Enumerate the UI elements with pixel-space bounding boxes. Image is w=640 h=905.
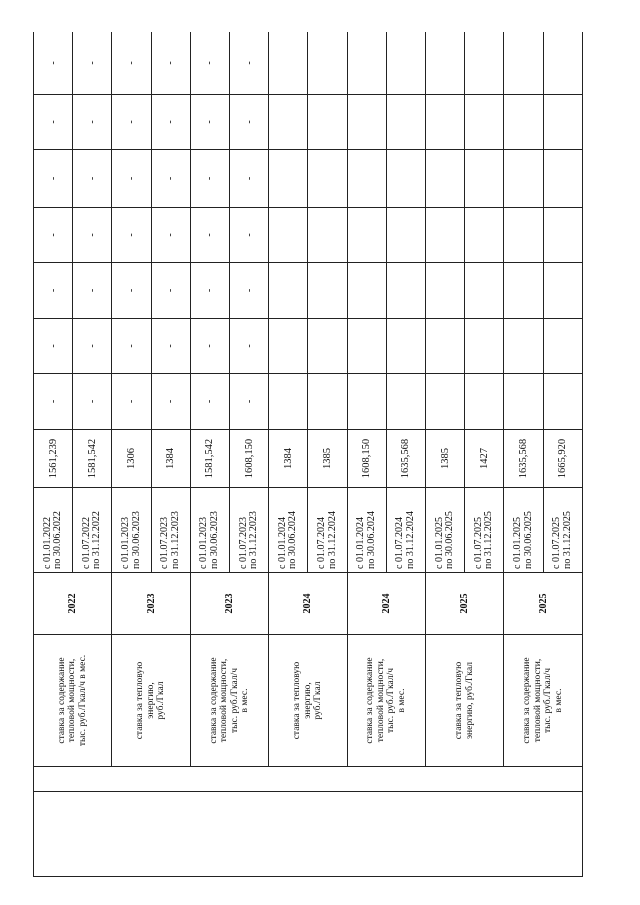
period-line: по 31.12.2023: [169, 511, 181, 569]
dash-cell: -: [151, 263, 190, 319]
table-row: [34, 32, 73, 877]
dash-cell: -: [112, 32, 151, 95]
dash-cell: -: [190, 32, 229, 95]
period-line: с 01.07.2024: [316, 517, 328, 569]
dash-cell: -: [34, 374, 73, 430]
dash-cell: -: [73, 319, 112, 374]
rate-value-cell: 1561,239: [34, 430, 73, 488]
dash-cell: [504, 32, 543, 95]
rate-name-cell: [347, 635, 425, 767]
dash-cell: -: [151, 95, 190, 150]
year-cell: 2024: [347, 573, 425, 635]
rate-name-line: ставка за содержание: [365, 657, 376, 744]
rate-name-line: ставка за содержание: [56, 657, 67, 744]
dash-cell: [347, 32, 386, 95]
dash-cell: -: [112, 374, 151, 430]
dash-cell: [465, 150, 504, 208]
rate-value-cell: 1384: [269, 430, 308, 488]
period-line: по 30.06.2024: [287, 511, 299, 569]
rate-name-line: ставка за содержание: [522, 657, 533, 744]
dash-cell: -: [34, 319, 73, 374]
rate-name-cell: [426, 635, 504, 767]
year-cell: 2023: [190, 573, 268, 635]
dash-cell: [426, 95, 465, 150]
dash-cell: -: [230, 208, 269, 263]
dash-cell: -: [73, 263, 112, 319]
dash-cell: [465, 208, 504, 263]
dash-cell: [269, 150, 308, 208]
dash-cell: -: [190, 150, 229, 208]
dash-cell: [426, 32, 465, 95]
rate-value-cell: 1385: [426, 430, 465, 488]
dash-cell: -: [34, 95, 73, 150]
tariff-table-wrapper: [33, 32, 583, 877]
period-cell: [73, 488, 112, 573]
period-cell: [347, 488, 386, 573]
period-cell: [504, 488, 543, 573]
dash-cell: [543, 208, 582, 263]
dash-cell: -: [190, 374, 229, 430]
dash-cell: [426, 208, 465, 263]
rate-name-line: энергию,: [302, 682, 313, 719]
rate-value-cell: 1635,568: [504, 430, 543, 488]
rate-name-line: тепловой мощности,: [67, 658, 78, 743]
dash-cell: [386, 208, 425, 263]
rate-name-line: тепловой мощности,: [375, 658, 386, 743]
period-cell: [112, 488, 151, 573]
rate-value-cell: 1581,542: [190, 430, 229, 488]
dash-cell: [426, 150, 465, 208]
dash-cell: -: [73, 150, 112, 208]
rate-name-line: энергию,: [145, 682, 156, 719]
period-cell: [386, 488, 425, 573]
period-cell: [34, 488, 73, 573]
period-cell: [543, 488, 582, 573]
dash-cell: [386, 263, 425, 319]
rate-name-line: ставка за содержание: [208, 657, 219, 744]
dash-cell: [504, 95, 543, 150]
rate-value-cell: 1384: [151, 430, 190, 488]
period-line: по 30.06.2024: [365, 511, 377, 569]
dash-cell: -: [230, 263, 269, 319]
tariff-table-body: [34, 32, 583, 877]
dash-cell: [347, 150, 386, 208]
rate-name-line: в мес.: [240, 688, 251, 713]
period-line: с 01.01.2025: [433, 517, 445, 569]
empty-column-1: [34, 792, 583, 877]
dash-cell: [308, 208, 347, 263]
dash-cell: [386, 150, 425, 208]
dash-cell: -: [34, 263, 73, 319]
period-line: с 01.07.2025: [551, 517, 563, 569]
period-line: с 01.01.2022: [41, 517, 53, 569]
dash-cell: [543, 150, 582, 208]
table-row: [269, 32, 308, 877]
period-cell: [151, 488, 190, 573]
dash-cell: -: [34, 32, 73, 95]
rate-value-cell: 1608,150: [347, 430, 386, 488]
dash-cell: [269, 263, 308, 319]
dash-cell: -: [151, 374, 190, 430]
rotated-sheet: [33, 32, 583, 877]
rate-name-line: руб./Гкал: [313, 681, 324, 720]
period-cell: [269, 488, 308, 573]
dash-cell: [465, 319, 504, 374]
period-line: с 01.01.2024: [276, 517, 288, 569]
table-row: [347, 32, 386, 877]
period-line: с 01.07.2022: [80, 517, 92, 569]
rate-name-line: тепловой мощности,: [532, 658, 543, 743]
dash-cell: [504, 150, 543, 208]
period-line: с 01.07.2023: [237, 517, 249, 569]
dash-cell: [308, 374, 347, 430]
dash-cell: [386, 32, 425, 95]
dash-cell: -: [190, 208, 229, 263]
period-line: по 31.12.2022: [91, 511, 103, 569]
period-cell: [465, 488, 504, 573]
rate-name-cell: [34, 635, 112, 767]
period-line: по 31.12.2023: [248, 511, 260, 569]
dash-cell: -: [190, 263, 229, 319]
rate-name-line: ставка за тепловую: [454, 661, 465, 740]
year-cell: 2025: [426, 573, 504, 635]
dash-cell: [426, 374, 465, 430]
period-line: по 30.06.2023: [208, 511, 220, 569]
dash-cell: [504, 263, 543, 319]
dash-cell: [465, 374, 504, 430]
dash-cell: -: [151, 32, 190, 95]
dash-cell: -: [190, 319, 229, 374]
dash-cell: -: [73, 95, 112, 150]
dash-cell: [543, 319, 582, 374]
rate-value-cell: 1581,542: [73, 430, 112, 488]
dash-cell: [504, 374, 543, 430]
period-line: с 01.07.2025: [472, 517, 484, 569]
period-line: по 31.12.2024: [326, 511, 338, 569]
dash-cell: -: [112, 319, 151, 374]
dash-cell: [465, 263, 504, 319]
rate-value-cell: 1665,920: [543, 430, 582, 488]
rate-name-line: тыс. руб./Гкал/ч: [543, 667, 554, 734]
period-line: по 30.06.2022: [52, 511, 64, 569]
dash-cell: -: [230, 150, 269, 208]
rate-name-line: в мес.: [396, 688, 407, 713]
dash-cell: -: [73, 32, 112, 95]
dash-cell: -: [151, 319, 190, 374]
dash-cell: [269, 95, 308, 150]
period-line: с 01.07.2023: [159, 517, 171, 569]
dash-cell: -: [151, 208, 190, 263]
year-cell: 2022: [34, 573, 112, 635]
period-line: по 31.12.2025: [561, 511, 573, 569]
dash-cell: -: [112, 150, 151, 208]
dash-cell: -: [230, 374, 269, 430]
dash-cell: [347, 95, 386, 150]
rate-value-cell: 1635,568: [386, 430, 425, 488]
dash-cell: [504, 208, 543, 263]
empty-column-2: [34, 767, 583, 792]
period-line: с 01.01.2025: [512, 517, 524, 569]
rate-name-cell: [504, 635, 583, 767]
dash-cell: [426, 319, 465, 374]
period-cell: [190, 488, 229, 573]
dash-cell: -: [230, 95, 269, 150]
dash-cell: [269, 208, 308, 263]
rate-name-line: в мес.: [553, 688, 564, 713]
dash-cell: [465, 95, 504, 150]
dash-cell: -: [151, 150, 190, 208]
rate-name-line: руб./Гкал: [156, 681, 167, 720]
dash-cell: [308, 319, 347, 374]
period-cell: [308, 488, 347, 573]
dash-cell: [543, 32, 582, 95]
dash-cell: -: [34, 150, 73, 208]
rate-value-cell: 1427: [465, 430, 504, 488]
dash-cell: [504, 319, 543, 374]
dash-cell: -: [112, 208, 151, 263]
rate-name-line: тыс. руб./Гкал/ч в мес.: [77, 654, 88, 747]
dash-cell: -: [34, 208, 73, 263]
dash-cell: -: [73, 374, 112, 430]
rate-name-line: тепловой мощности,: [219, 658, 230, 743]
dash-cell: -: [190, 95, 229, 150]
dash-cell: [308, 32, 347, 95]
period-line: с 01.07.2024: [394, 517, 406, 569]
rate-value-cell: 1385: [308, 430, 347, 488]
rate-name-line: ставка за тепловую: [135, 661, 146, 740]
dash-cell: [347, 208, 386, 263]
dash-cell: [347, 374, 386, 430]
rate-name-line: тыс. руб./Гкал/ч: [229, 667, 240, 734]
rate-value-cell: 1306: [112, 430, 151, 488]
period-line: с 01.01.2023: [198, 517, 210, 569]
dash-cell: [269, 32, 308, 95]
dash-cell: [347, 319, 386, 374]
year-cell: 2023: [112, 573, 190, 635]
period-line: с 01.01.2024: [355, 517, 367, 569]
dash-cell: [269, 319, 308, 374]
rate-name-line: ставка за тепловую: [292, 661, 303, 740]
dash-cell: -: [73, 208, 112, 263]
table-row: [112, 32, 151, 877]
dash-cell: [308, 263, 347, 319]
table-row: [504, 32, 543, 877]
year-cell: 2025: [504, 573, 583, 635]
period-line: по 30.06.2025: [444, 511, 456, 569]
period-line: по 31.12.2024: [404, 511, 416, 569]
dash-cell: [386, 374, 425, 430]
rate-name-cell: [269, 635, 347, 767]
dash-cell: [386, 95, 425, 150]
dash-cell: -: [230, 32, 269, 95]
period-cell: [426, 488, 465, 573]
year-cell: 2024: [269, 573, 347, 635]
dash-cell: [543, 95, 582, 150]
dash-cell: [308, 95, 347, 150]
dash-cell: [543, 263, 582, 319]
period-line: с 01.01.2023: [120, 517, 131, 569]
period-line: по 30.06.2025: [522, 511, 534, 569]
rate-name-line: тыс. руб./Гкал/ч: [386, 667, 397, 734]
dash-cell: -: [112, 95, 151, 150]
period-line: по 30.06.2023: [130, 511, 142, 569]
dash-cell: -: [112, 263, 151, 319]
tariff-table: [33, 32, 583, 877]
period-cell: [230, 488, 269, 573]
rate-name-cell: [112, 635, 190, 767]
dash-cell: [426, 263, 465, 319]
dash-cell: [347, 263, 386, 319]
table-row: [426, 32, 465, 877]
rate-value-cell: 1608,150: [230, 430, 269, 488]
period-line: по 31.12.2025: [483, 511, 495, 569]
rate-name-cell: [190, 635, 268, 767]
dash-cell: [543, 374, 582, 430]
dash-cell: [308, 150, 347, 208]
dash-cell: [269, 374, 308, 430]
table-row: [190, 32, 229, 877]
dash-cell: -: [230, 319, 269, 374]
rate-name-line: энергию, руб./Гкал: [464, 661, 475, 740]
dash-cell: [386, 319, 425, 374]
dash-cell: [465, 32, 504, 95]
